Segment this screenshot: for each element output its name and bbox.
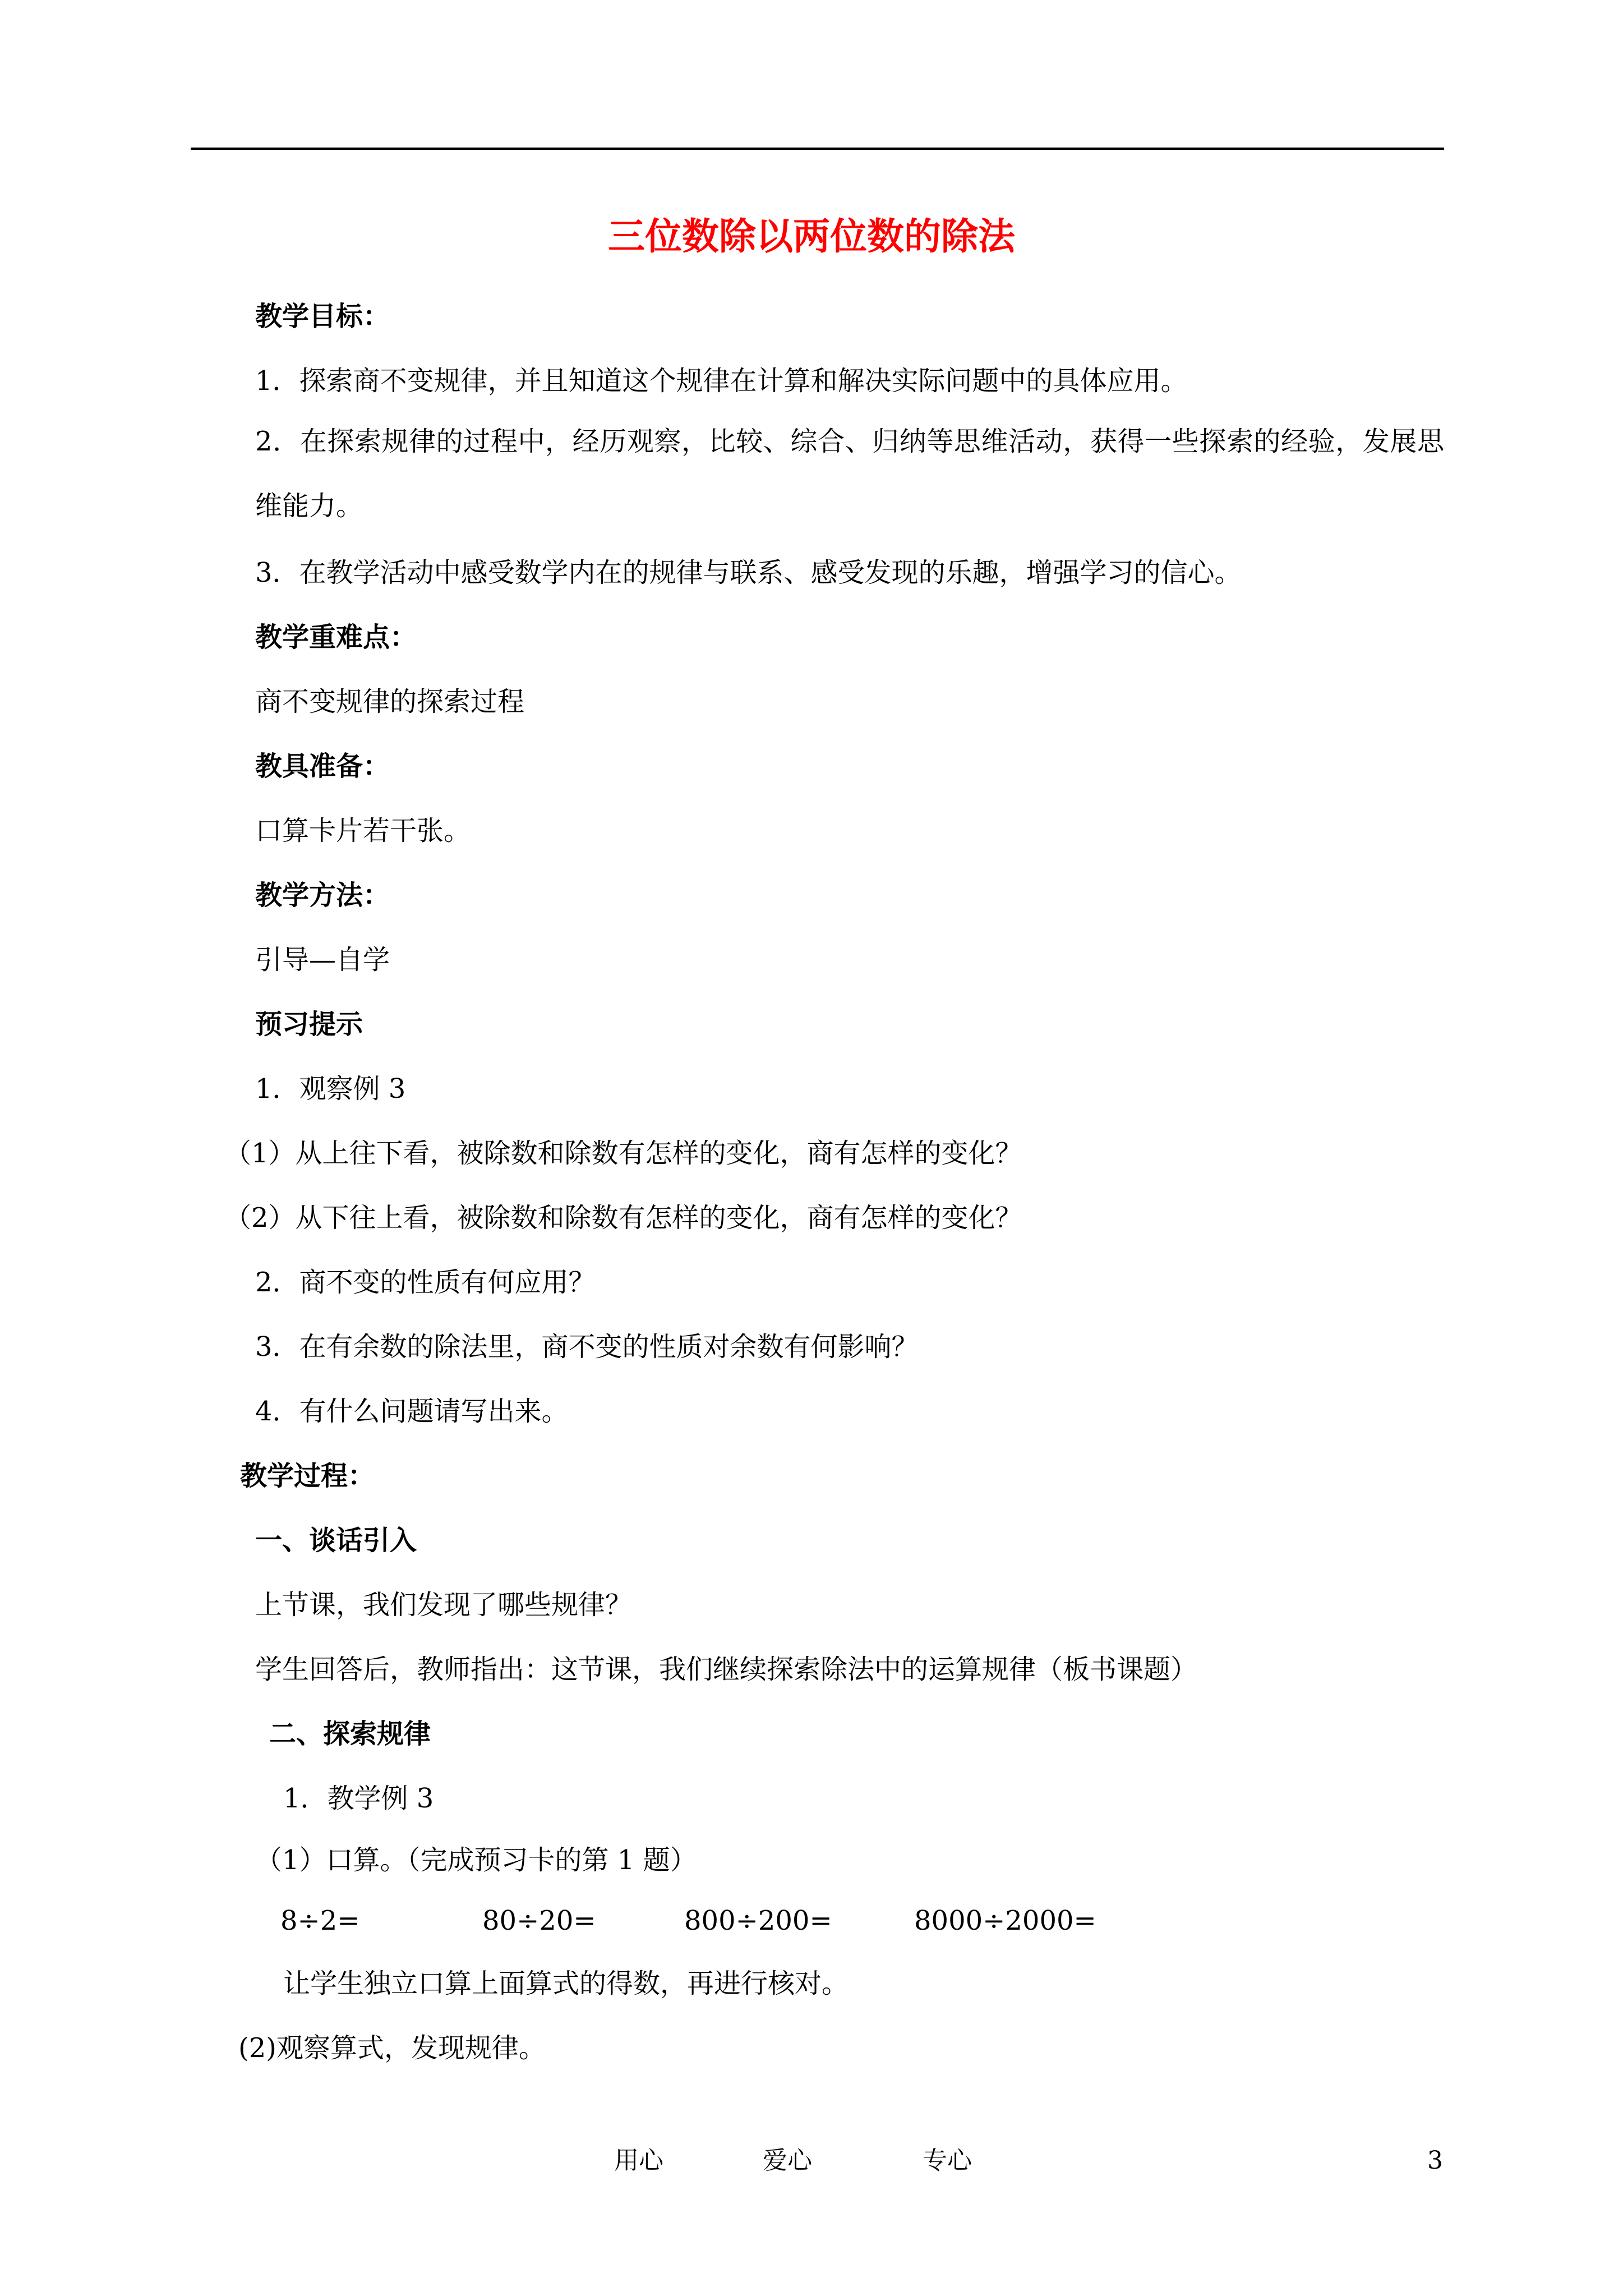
page-title: 三位数除以两位数的除法	[608, 214, 1015, 258]
page-number: 3	[1427, 2146, 1443, 2175]
tools-text: 口算卡片若干张。	[255, 815, 471, 846]
heading-method: 教学方法：	[255, 880, 390, 911]
intro-question: 上节课，我们发现了哪些规律？	[255, 1589, 633, 1621]
preview-item-3: 3．在有余数的除法里，商不变的性质对余数有何影响？	[255, 1331, 919, 1363]
step-1: （1）口算。（完成预习卡的第 1 题）	[255, 1844, 697, 1876]
calc-item-2: 80÷20=	[482, 1905, 596, 1936]
key-point-text: 商不变规律的探索过程	[255, 686, 525, 717]
example-heading: 1．教学例 3	[283, 1783, 434, 1814]
goal-1: 1．探索商不变规律，并且知道这个规律在计算和解决实际问题中的具体应用。	[255, 365, 1188, 397]
calc-item-3: 800÷200=	[684, 1905, 832, 1936]
goal-3: 3．在教学活动中感受数学内在的规律与联系、感受发现的乐趣，增强学习的信心。	[255, 557, 1242, 588]
footer-word-1: 用心	[614, 2146, 663, 2175]
heading-tools: 教具准备：	[255, 751, 390, 782]
step-1-note: 让学生独立口算上面算式的得数，再进行核对。	[283, 1968, 849, 1999]
heading-goals: 教学目标：	[255, 301, 390, 332]
goal-2: 2．在探索规律的过程中，经历观察，比较、综合、归纳等思维活动，获得一些探索的经验，发展思维能力。	[255, 426, 1444, 522]
preview-item-1a: （1）从上往下看，被除数和除数有怎样的变化，商有怎样的变化？	[224, 1138, 1022, 1169]
preview-item-2: 2．商不变的性质有何应用？	[255, 1267, 596, 1298]
section-explore-heading: 二、探索规律	[269, 1718, 431, 1750]
heading-key-points: 教学重难点：	[255, 622, 417, 653]
preview-item-1: 1．观察例 3	[255, 1073, 406, 1105]
intro-answer: 学生回答后，教师指出：这节课，我们继续探索除法中的运算规律（板书课题）	[255, 1654, 1198, 1685]
heading-preview: 预习提示	[255, 1009, 363, 1040]
calc-item-1: 8÷2=	[280, 1905, 360, 1936]
footer-word-2: 爱心	[763, 2146, 812, 2175]
preview-item-1b: （2）从下往上看，被除数和除数有怎样的变化，商有怎样的变化？	[224, 1202, 1022, 1234]
step-2: (2)观察算式，发现规律。	[238, 2032, 546, 2064]
method-text: 引导—自学	[255, 944, 390, 976]
heading-process: 教学过程：	[240, 1460, 375, 1492]
preview-item-4: 4．有什么问题请写出来。	[255, 1396, 569, 1427]
calc-item-4: 8000÷2000=	[914, 1905, 1096, 1936]
section-intro-heading: 一、谈话引入	[255, 1525, 417, 1556]
header-rule	[191, 148, 1444, 150]
footer-word-3: 专心	[923, 2146, 972, 2175]
